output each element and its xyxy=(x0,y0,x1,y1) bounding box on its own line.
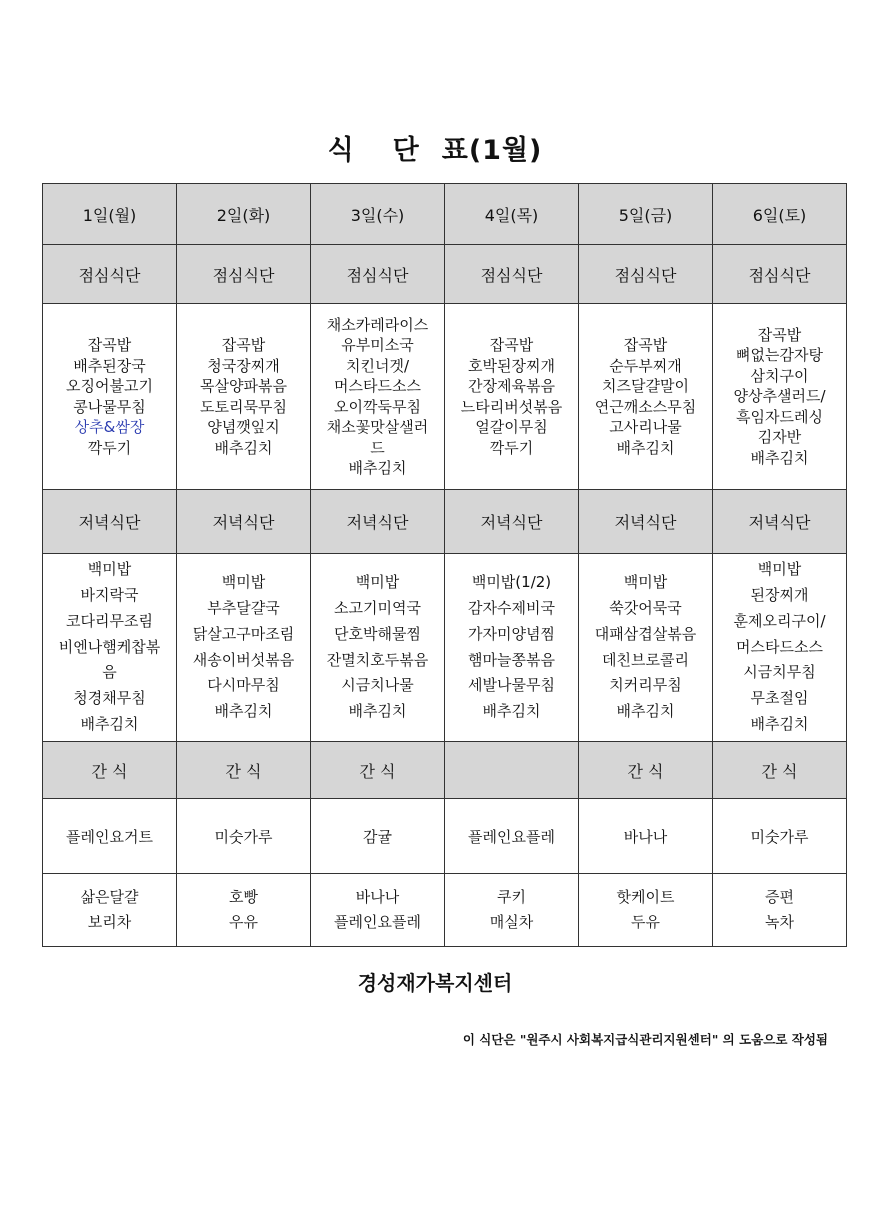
snack-cell: 플레인요거트 xyxy=(43,799,177,874)
lunch-cell-thu xyxy=(445,304,579,490)
snack-cell: 감귤 xyxy=(311,799,445,874)
dinner-cell-tue xyxy=(177,554,311,742)
menu-item: 치킨너겟/ xyxy=(345,356,409,375)
dinner-header-cell: 저녁식단 xyxy=(713,490,847,554)
menu-item: 순두부찌개 xyxy=(609,356,682,375)
menu-item: 목살양파볶음 xyxy=(200,377,287,395)
menu-item: 뼈없는감자탕 xyxy=(736,346,823,365)
day-header-row xyxy=(43,184,847,245)
lunch-header-cell: 점심식단 xyxy=(445,245,579,304)
title-part-1: 식 xyxy=(327,135,355,166)
menu-item: 오이깍둑무침 xyxy=(334,397,421,416)
menu-item: 양념깻잎지 xyxy=(207,418,280,436)
menu-item: 머스타드소스 xyxy=(334,377,421,395)
snack-cell: 미숫가루 xyxy=(713,799,847,874)
menu-item: 잔멸치호두볶음 xyxy=(326,650,429,669)
dinner-header-cell: 저녁식단 xyxy=(177,490,311,554)
menu-item: 시금치나물 xyxy=(341,676,414,695)
menu-item: 가자미양념찜 xyxy=(468,624,555,643)
dinner-cell-sat xyxy=(713,554,847,742)
dinner-cell-mon xyxy=(43,554,177,742)
menu-item: 매실차 xyxy=(489,913,534,931)
menu-item: 세발나물무침 xyxy=(468,676,555,695)
menu-item: 치커리무침 xyxy=(609,676,682,695)
snack-cell xyxy=(579,874,713,947)
menu-item: 배추김치 xyxy=(750,448,809,467)
menu-item: 단호박해물찜 xyxy=(334,624,421,643)
lunch-cell-sat xyxy=(713,304,847,490)
menu-item: 배추된장국 xyxy=(73,356,146,375)
menu-item: 호빵 xyxy=(229,888,258,906)
menu-item: 백미밥 xyxy=(355,573,400,592)
menu-item: 훈제오리구이/ xyxy=(733,611,826,630)
dinner-cell-wed xyxy=(311,554,445,742)
menu-item: 연근깨소스무침 xyxy=(594,397,697,416)
menu-item: 간장제육볶음 xyxy=(468,377,555,395)
snack-header-row xyxy=(43,742,847,799)
menu-item: 상추&쌈장 xyxy=(74,418,145,436)
menu-item: 배추김치 xyxy=(616,438,675,457)
lunch-cell-fri xyxy=(579,304,713,490)
menu-item: 두유 xyxy=(631,913,660,931)
menu-item: 백미밥 xyxy=(87,560,132,579)
snack-cell xyxy=(43,874,177,947)
lunch-header-cell: 점심식단 xyxy=(713,245,847,304)
menu-item: 쑥갓어묵국 xyxy=(609,598,682,617)
dinner-cell-fri xyxy=(579,554,713,742)
menu-item: 고사리나물 xyxy=(609,418,682,436)
day-cell: 3일(수) xyxy=(311,184,445,245)
lunch-header-cell: 점심식단 xyxy=(177,245,311,304)
menu-item: 된장찌개 xyxy=(750,586,809,604)
menu-item: 치즈달걀말이 xyxy=(602,377,689,395)
snack-cell: 미숫가루 xyxy=(177,799,311,874)
lunch-header-cell: 점심식단 xyxy=(579,245,713,304)
menu-item: 비엔나햄케찹볶 xyxy=(58,637,161,656)
menu-item: 보리차 xyxy=(87,913,132,931)
dinner-header-cell: 저녁식단 xyxy=(43,490,177,554)
menu-item: 잡곡밥 xyxy=(623,336,668,354)
menu-item: 잡곡밥 xyxy=(489,336,534,354)
menu-item: 청국장찌개 xyxy=(207,356,280,375)
menu-item: 김자반 xyxy=(757,428,802,447)
snack-cell xyxy=(713,874,847,947)
snack-cell xyxy=(311,874,445,947)
page-title xyxy=(0,128,870,167)
menu-item: 음 xyxy=(102,663,117,682)
menu-item: 데친브로콜리 xyxy=(602,650,689,669)
menu-item: 백미밥 xyxy=(623,573,668,592)
menu-item: 백미밥(1/2) xyxy=(471,573,552,592)
menu-item: 배추김치 xyxy=(214,702,273,721)
snack-cell xyxy=(177,874,311,947)
menu-item: 오징어불고기 xyxy=(66,377,153,395)
title-part-3: 표(1월) xyxy=(441,135,543,166)
day-cell: 5일(금) xyxy=(579,184,713,245)
menu-item: 소고기미역국 xyxy=(334,598,421,617)
menu-item: 닭살고구마조림 xyxy=(192,624,295,643)
dinner-header-cell: 저녁식단 xyxy=(445,490,579,554)
lunch-cell-tue xyxy=(177,304,311,490)
menu-item: 바지락국 xyxy=(80,586,139,604)
lunch-cell-wed xyxy=(311,304,445,490)
menu-item: 우유 xyxy=(229,913,258,931)
menu-item: 콩나물무침 xyxy=(73,397,146,416)
menu-item: 코다리무조림 xyxy=(66,611,153,630)
menu-item: 잡곡밥 xyxy=(87,336,132,354)
menu-item: 채소카레라이스 xyxy=(326,315,429,334)
menu-item: 머스타드소스 xyxy=(736,637,823,656)
center-name: 경성재가복지센터 xyxy=(357,971,513,995)
menu-item: 배추김치 xyxy=(482,702,541,721)
snack-cell: 플레인요플레 xyxy=(445,799,579,874)
menu-item: 배추김치 xyxy=(214,438,273,457)
lunch-header-cell: 점심식단 xyxy=(311,245,445,304)
lunch-cell-mon xyxy=(43,304,177,490)
menu-item: 대패삼겹살볶음 xyxy=(594,624,697,643)
day-cell: 4일(목) xyxy=(445,184,579,245)
dinner-header-cell: 저녁식단 xyxy=(311,490,445,554)
menu-item: 백미밥 xyxy=(757,560,802,579)
menu-item: 햄마늘쫑볶음 xyxy=(468,650,555,669)
day-cell: 2일(화) xyxy=(177,184,311,245)
menu-item: 잡곡밥 xyxy=(221,336,266,354)
menu-item: 호박된장찌개 xyxy=(468,356,555,375)
title-part-2: 단 xyxy=(392,135,420,166)
menu-item: 잡곡밥 xyxy=(757,325,802,344)
menu-item: 녹차 xyxy=(765,913,794,931)
menu-item: 양상추샐러드/ xyxy=(733,387,826,406)
snack-cell: 바나나 xyxy=(579,799,713,874)
menu-item: 증편 xyxy=(765,888,794,906)
snack-row-1 xyxy=(43,799,847,874)
menu-item: 깍두기 xyxy=(489,438,534,457)
menu-item: 배추김치 xyxy=(750,714,809,733)
day-cell: 1일(월) xyxy=(43,184,177,245)
menu-item: 삼치구이 xyxy=(750,366,809,385)
menu-item: 백미밥 xyxy=(221,573,266,592)
menu-item: 얼갈이무침 xyxy=(475,418,548,436)
snack-row-2 xyxy=(43,874,847,947)
menu-item: 배추김치 xyxy=(80,714,139,733)
menu-item: 핫케이트 xyxy=(616,888,675,906)
dinner-header-row xyxy=(43,490,847,554)
menu-item: 다시마무침 xyxy=(207,676,280,695)
menu-item: 배추김치 xyxy=(616,702,675,721)
lunch-header-row xyxy=(43,245,847,304)
menu-item: 삶은달걀 xyxy=(80,888,139,906)
menu-item: 플레인요플레 xyxy=(334,913,421,931)
menu-item: 도토리묵무침 xyxy=(200,397,287,416)
menu-item: 깍두기 xyxy=(87,438,132,457)
menu-item: 무초절임 xyxy=(750,689,809,708)
snack-header-cell: 간 식 xyxy=(311,742,445,799)
menu-item: 부추달걀국 xyxy=(207,598,280,617)
menu-item: 배추김치 xyxy=(348,459,407,477)
menu-item: 시금치무침 xyxy=(743,663,816,682)
menu-item: 새송이버섯볶음 xyxy=(192,650,295,669)
snack-header-cell xyxy=(445,742,579,799)
menu-item: 배추김치 xyxy=(348,702,407,721)
menu-item: 유부미소국 xyxy=(341,336,414,354)
menu-item: 채소꽃맛살샐러 xyxy=(326,418,429,436)
snack-header-cell: 간 식 xyxy=(177,742,311,799)
snack-header-cell: 간 식 xyxy=(579,742,713,799)
dinner-row xyxy=(43,554,847,742)
menu-item: 흑임자드레싱 xyxy=(736,407,823,426)
menu-table xyxy=(42,183,847,947)
lunch-header-cell: 점심식단 xyxy=(43,245,177,304)
footnote: 이 식단은 "원주시 사회복지급식관리지원센터" 의 도움으로 작성됨 xyxy=(462,1032,828,1047)
menu-item: 쿠키 xyxy=(497,888,526,906)
menu-item: 청경채무침 xyxy=(73,689,146,708)
snack-header-cell: 간 식 xyxy=(713,742,847,799)
snack-header-cell: 간 식 xyxy=(43,742,177,799)
snack-cell xyxy=(445,874,579,947)
dinner-header-cell: 저녁식단 xyxy=(579,490,713,554)
menu-item: 느타리버섯볶음 xyxy=(460,397,563,416)
menu-item: 감자수제비국 xyxy=(468,598,555,617)
day-cell: 6일(토) xyxy=(713,184,847,245)
menu-item: 바나나 xyxy=(355,888,400,906)
dinner-cell-thu xyxy=(445,554,579,742)
menu-item: 드 xyxy=(370,438,385,457)
lunch-row xyxy=(43,304,847,490)
